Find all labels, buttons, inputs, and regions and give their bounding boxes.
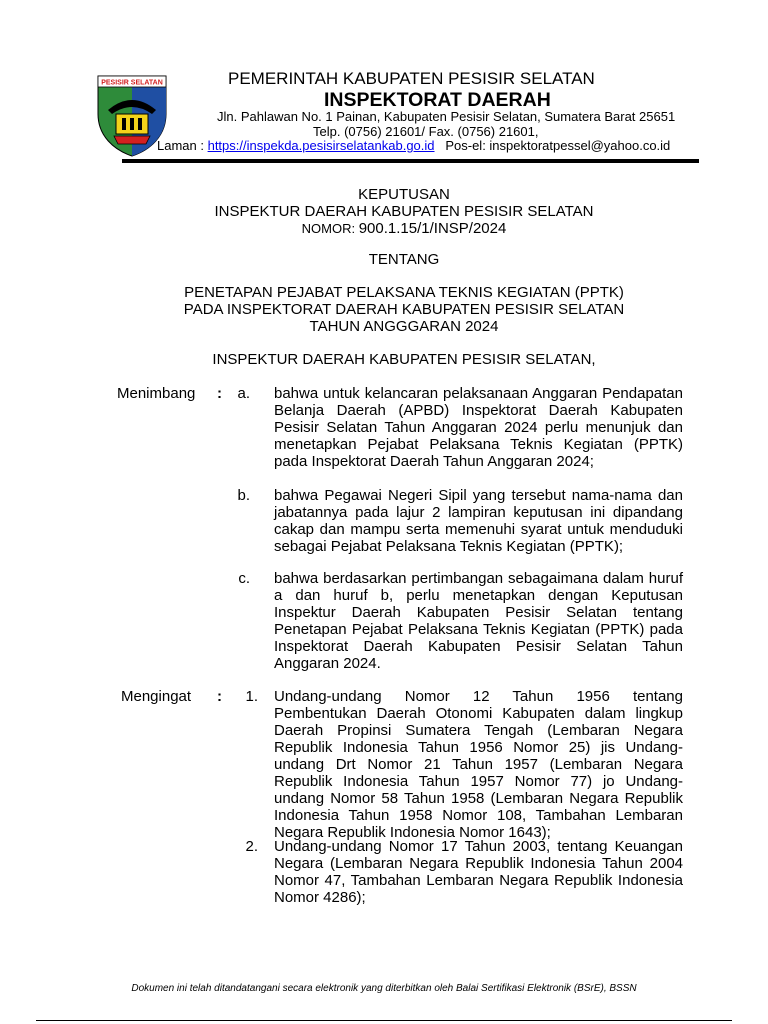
letterhead-divider [122, 159, 699, 163]
recalling-item: Undang-undang Nomor 12 Tahun 1956 tentang Pembentukan Daerah Otonomi Kabupaten dalam lingkup Daerah Propinsi Sumatera Tengah (Lembaran Negara Republik Indonesia Tahun 1956 Nomor 25) jis Undang-undang Drt Nomor 21 Tahun 1957 (Lembaran Negara Republik Indonesia Tahun 1957 Nomor 77) jo Undang-undang Nomor 58 Tahun 1958 (Lembaran Negara Republik Indonesia Tahun 1958 Nomor 108, Tambahan Lembaran Negara Republik Indonesia Nomor 1643); [274, 688, 683, 841]
recalling-item: Undang-undang Nomor 17 Tahun 2003, tentang Keuangan Negara (Lembaran Negara Republik Indonesia Tahun 2004 Nomor 47, Tambahan Lembaran Negara Republik Indonesia Nomor 4286); [274, 838, 683, 906]
decree-issuer: INSPEKTUR DAERAH KABUPATEN PESISIR SELATAN [214, 203, 594, 220]
government-name: PEMERINTAH KABUPATEN PESISIR SELATAN [228, 69, 595, 88]
decree-number-label: NOMOR: [301, 221, 359, 236]
electronic-signature-note: Dokumen ini telah ditandatangani secara elektronik yang diterbitkan oleh Balai Sertifikasi Elektronik (BSrE), BSSN [131, 983, 637, 994]
subject-line-2: PADA INSPEKTORAT DAERAH KABUPATEN PESISIR SELATAN [183, 301, 625, 318]
organization-name: INSPEKTORAT DAERAH [324, 89, 551, 111]
recalling-label: Mengingat [121, 688, 192, 705]
considering-label: Menimbang [117, 385, 196, 402]
subject-line-1: PENETAPAN PEJABAT PELAKSANA TEKNIS KEGIATAN (PPTK) [184, 284, 624, 301]
about-heading: TENTANG [368, 251, 440, 268]
contact-line [157, 138, 670, 153]
considering-marker: a. [237, 385, 250, 402]
email-text: Pos-el: inspektoratpessel@yahoo.co.id [434, 138, 671, 153]
considering-item: bahwa Pegawai Negeri Sipil yang tersebut nama-nama dan jabatannya pada lajur 2 lampiran keputusan ini dipandang cakap dan mampu serta memenuhi syarat untuk menduduki sebagai Pejabat Pelaksana Teknis Kegiatan (PPTK); [274, 487, 683, 555]
recalling-marker: 1. [245, 688, 258, 705]
considering-marker: b. [237, 487, 250, 504]
considering-colon: : [217, 385, 222, 402]
issuing-official: INSPEKTUR DAERAH KABUPATEN PESISIR SELATAN, [212, 351, 596, 368]
recalling-marker: 2. [245, 838, 258, 855]
decree-number [0, 220, 768, 237]
website-label: Laman : [157, 138, 208, 153]
website-link[interactable]: https://inspekda.pesisirselatankab.go.id [207, 138, 435, 153]
considering-item: bahwa berdasarkan pertimbangan sebagaimana dalam huruf a dan huruf b, perlu menetapkan dengan Keputusan Inspektur Daerah Kabupaten Pesisir Selatan tentang Penetapan Pejabat Pelaksana Teknis Kegiatan (PPTK) pada Inspektorat Daerah Kabupaten Pesisir Selatan Tahun Anggaran 2024. [274, 570, 683, 672]
considering-item: bahwa untuk kelancaran pelaksanaan Anggaran Pendapatan Belanja Daerah (APBD) Inspektorat Daerah Kabupaten Pesisir Selatan Tahun Anggaran 2024 perlu menunjuk dan menetapkan Pejabat Pelaksana Teknis Kegiatan (PPTK) pada Inspektorat Daerah Tahun Anggaran 2024; [274, 385, 683, 470]
decree-number-value: 900.1.15/1/INSP/2024 [358, 220, 507, 237]
office-phone: Telp. (0756) 21601/ Fax. (0756) 21601, [313, 124, 539, 139]
office-address: Jln. Pahlawan No. 1 Painan, Kabupaten Pesisir Selatan, Sumatera Barat 25651 [217, 109, 676, 124]
decree-type: KEPUTUSAN [358, 186, 450, 203]
subject-line-3: TAHUN ANGGGARAN 2024 [309, 318, 499, 335]
emblem-label: PESISIR SELATAN [101, 79, 163, 87]
recalling-colon: : [217, 688, 222, 705]
footer-divider [36, 1020, 732, 1021]
considering-marker: c. [238, 570, 250, 587]
